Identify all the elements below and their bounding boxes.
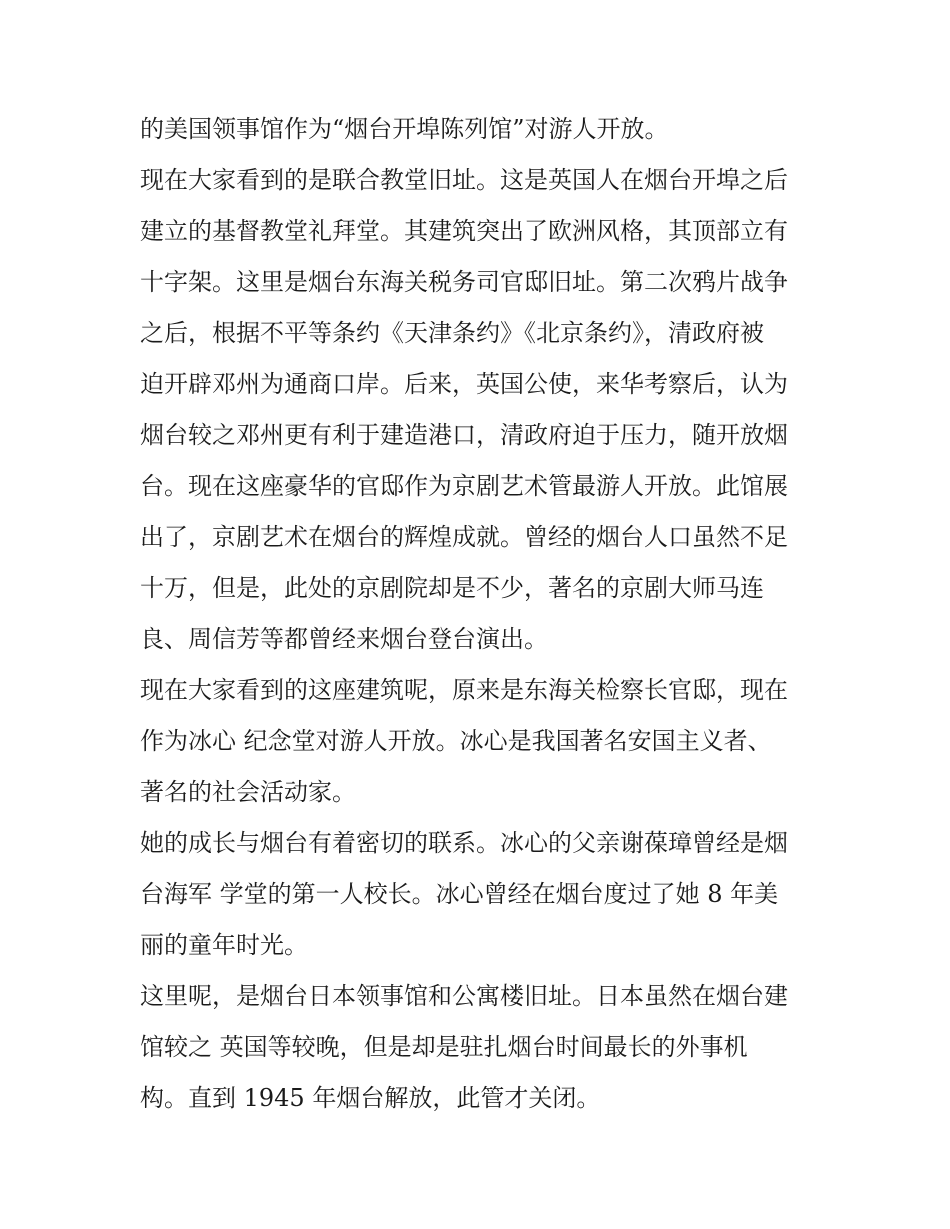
text-line: 烟台较之邓州更有利于建造港口，清政府迫于压力，随开放烟	[140, 421, 788, 449]
text-line: 构。直到 1945 年烟台解放，此管才关闭。	[140, 1084, 601, 1112]
paragraph-2	[140, 155, 820, 665]
text-line: 著名的社会活动家。	[140, 778, 356, 806]
text-line: 出了，京剧艺术在烟台的辉煌成就。曾经的烟台人口虽然不足	[140, 523, 788, 551]
text-line: 建立的基督教堂礼拜堂。其建筑突出了欧洲风格，其顶部立有	[140, 217, 788, 245]
text-line: 丽的童年时光。	[140, 931, 308, 959]
text-line: 台海军 学堂的第一人校长。冰心曾经在烟台度过了她 8 年美	[140, 880, 779, 908]
text-line: 之后，根据不平等条约《天津条约》《北京条约》，清政府被	[140, 319, 764, 347]
document-body	[140, 104, 820, 1124]
text-line: 这里呢，是烟台日本领事馆和公寓楼旧址。日本虽然在烟台建	[140, 982, 788, 1010]
paragraph-5	[140, 971, 820, 1124]
text-line: 现在大家看到的是联合教堂旧址。这是英国人在烟台开埠之后	[140, 166, 788, 194]
text-line: 十字架。这里是烟台东海关税务司官邸旧址。第二次鸦片战争	[140, 268, 788, 296]
text-line: 良、周信芳等都曾经来烟台登台演出。	[140, 625, 548, 653]
text-line: 作为冰心 纪念堂对游人开放。冰心是我国著名安国主义者、	[140, 727, 772, 755]
text-line: 现在大家看到的这座建筑呢，原来是东海关检察长官邸，现在	[140, 676, 788, 704]
text-line: 迫开辟邓州为通商口岸。后来，英国公使，来华考察后，认为	[140, 370, 788, 398]
paragraph-3	[140, 665, 820, 818]
text-line: 十万，但是，此处的京剧院却是不少，著名的京剧大师马连	[140, 574, 764, 602]
paragraph-1	[140, 104, 820, 155]
text-line: 她的成长与烟台有着密切的联系。冰心的父亲谢葆璋曾经是烟	[140, 829, 788, 857]
text-line: 的美国领事馆作为“烟台开埠陈列馆”对游人开放。	[140, 115, 669, 143]
text-line: 台。现在这座豪华的官邸作为京剧艺术管最游人开放。此馆展	[140, 472, 788, 500]
paragraph-4	[140, 818, 820, 971]
text-line: 馆较之 英国等较晚，但是却是驻扎烟台时间最长的外事机	[140, 1033, 748, 1061]
